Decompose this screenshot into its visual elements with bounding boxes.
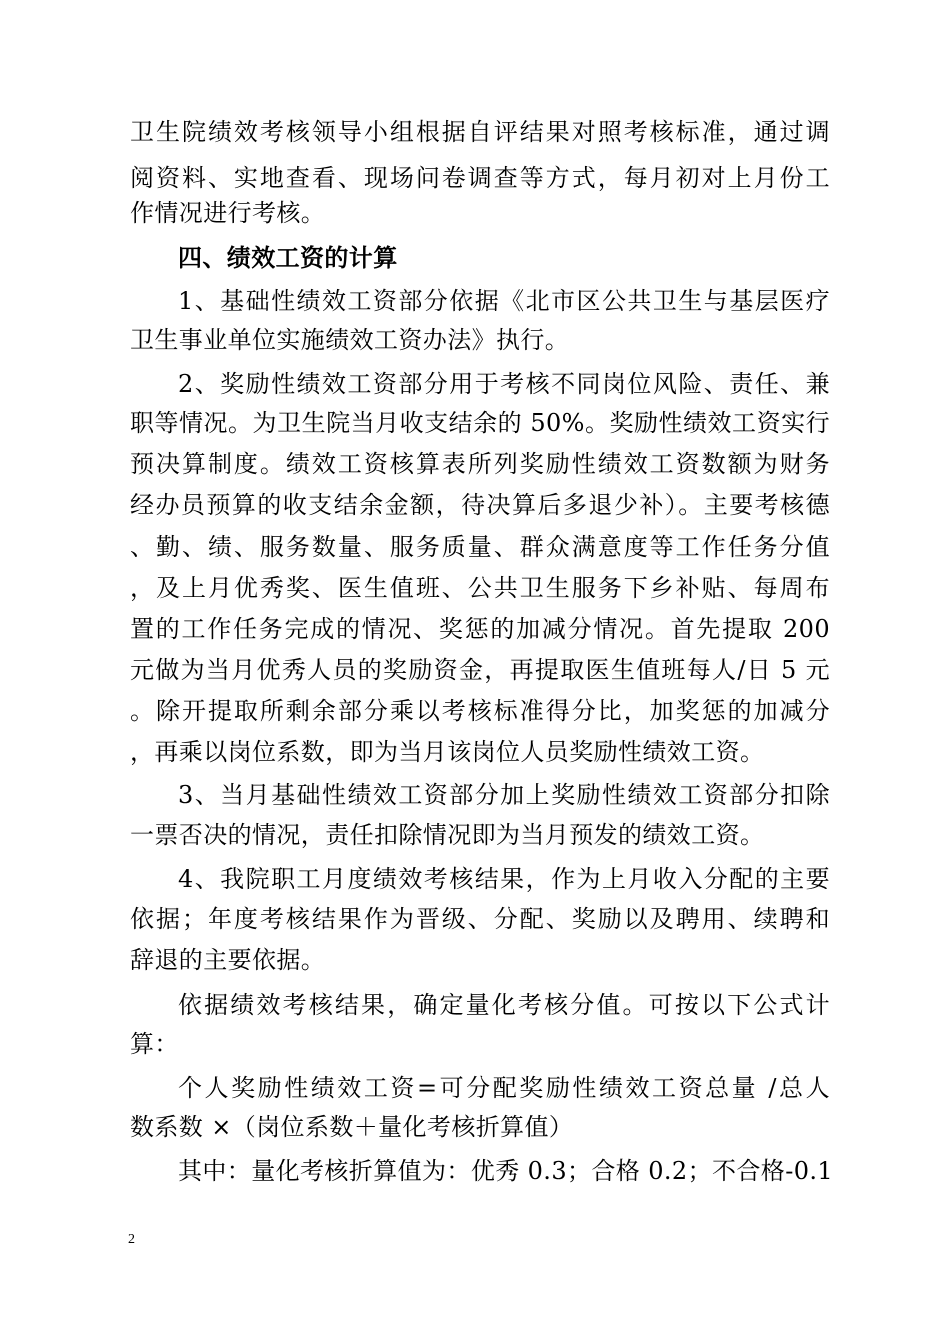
paragraph-line: 职等情况。为卫生院当月收支结余的 50%。奖励性绩效工资实行	[130, 409, 830, 437]
paragraph-line: 1、基础性绩效工资部分依据《北市区公共卫生与基层医疗	[178, 287, 830, 315]
formula-line: 个人奖励性绩效工资=可分配奖励性绩效工资总量 /总人	[178, 1074, 830, 1102]
paragraph-line: 2、奖励性绩效工资部分用于考核不同岗位风险、责任、兼	[178, 370, 830, 398]
paragraph-line: ，再乘以岗位系数，即为当月该岗位人员奖励性绩效工资。	[130, 738, 765, 766]
paragraph-line: 元做为当月优秀人员的奖励资金，再提取医生值班每人/日 5 元	[130, 656, 830, 684]
paragraph-line: 作情况进行考核。	[130, 199, 326, 227]
paragraph-line: 依据绩效考核结果，确定量化考核分值。可按以下公式计	[178, 991, 830, 1019]
section-heading: 四、绩效工资的计算	[178, 243, 398, 272]
paragraph-line: 卫生院绩效考核领导小组根据自评结果对照考核标准，通过调	[130, 118, 830, 146]
paragraph-line: 卫生事业单位实施绩效工资办法》执行。	[130, 326, 570, 354]
paragraph-line: 其中：量化考核折算值为：优秀 0.3；合格 0.2；不合格-0.1	[178, 1157, 834, 1185]
paragraph-line: 3、当月基础性绩效工资部分加上奖励性绩效工资部分扣除	[178, 781, 830, 809]
formula-line: 数系数 ×（岗位系数＋量化考核折算值）	[130, 1113, 574, 1141]
paragraph-line: 预决算制度。绩效工资核算表所列奖励性绩效工资数额为财务	[130, 450, 830, 478]
paragraph-line: 依据；年度考核结果作为晋级、分配、奖励以及聘用、续聘和	[130, 905, 830, 933]
paragraph-line: 算：	[130, 1030, 179, 1058]
paragraph-line: ，及上月优秀奖、医生值班、公共卫生服务下乡补贴、每周布	[130, 574, 830, 602]
paragraph-line: 经办员预算的收支结余金额，待决算后多退少补）。主要考核德	[130, 491, 830, 519]
paragraph-line: 置的工作任务完成的情况、奖惩的加减分情况。首先提取 200	[130, 615, 830, 643]
paragraph-line: 一票否决的情况，责任扣除情况即为当月预发的绩效工资。	[130, 821, 765, 849]
paragraph-line: 、勤、绩、服务数量、服务质量、群众满意度等工作任务分值	[130, 533, 830, 561]
page-number: 2	[128, 1232, 135, 1247]
paragraph-line: 4、我院职工月度绩效考核结果，作为上月收入分配的主要	[178, 865, 830, 893]
paragraph-line: 阅资料、实地查看、现场问卷调查等方式，每月初对上月份工	[130, 164, 830, 192]
paragraph-line: 辞退的主要依据。	[130, 946, 326, 974]
paragraph-line: 。除开提取所剩余部分乘以考核标准得分比，加奖惩的加减分	[130, 697, 830, 725]
